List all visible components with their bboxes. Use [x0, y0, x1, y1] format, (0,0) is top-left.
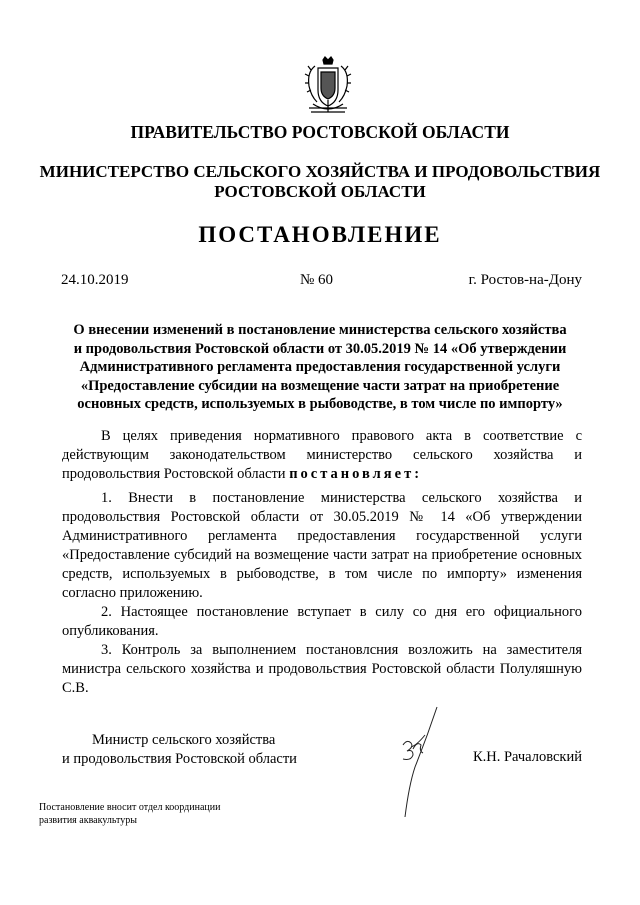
subject-line: «Предоставление субсидии на возмещение части затрат на приобретение [80, 377, 560, 394]
decree-item-2: 2. Настоящее постановление вступает в силу со дня его официального опубликования. [62, 604, 582, 639]
coat-of-arms-icon [303, 56, 353, 118]
signatory-title-line2: и продовольствия Ростовской области [62, 751, 297, 767]
document-city: г. Ростов-на-Дону [468, 272, 582, 288]
decree-item-1: 1. Внести в постановление министерства сельского хозяйства и продовольствия Ростовской области от 30.05.2019 № 14 «Об утверждении Административного регламента предоставления государственной услуги «Предоставление субсидий на возмещение части затрат на приобретение основных средств, используемых в рыбоводстве, в том числе по импорту» изменения согласно приложению. [62, 490, 582, 601]
subject-line: основных средств, используемых в рыбоводстве, в том числе по импорту» [77, 396, 563, 412]
subject-line: и продовольствия Ростовской области от 30.05.2019 № 14 «Об утверждении [73, 340, 567, 357]
preamble-text: В целях приведения нормативного правового акта в соответствие с действующим законодательством министерство сельского хозяйства и продовольствия Ростовской области [62, 428, 582, 482]
ministry-title-line1: МИНИСТЕРСТВО СЕЛЬСКОГО ХОЗЯЙСТВА И ПРОДОВОЛЬСТВИЯ [39, 162, 601, 181]
signatory-title-line1: Министр сельского хозяйства [92, 732, 276, 748]
document-type: ПОСТАНОВЛЕНИЕ [198, 222, 442, 247]
subject-line: Административного регламента предоставления государственной услуги [79, 359, 561, 375]
document-number: № 60 [300, 272, 334, 288]
document-date: 24.10.2019 [61, 272, 129, 288]
footnote-line2: развития аквакультуры [39, 815, 138, 826]
preamble [62, 427, 582, 484]
ministry-title [0, 162, 640, 202]
government-title: ПРАВИТЕЛЬСТВО РОСТОВСКОЙ ОБЛАСТИ [130, 122, 510, 142]
signatory-name: К.Н. Рачаловский [472, 749, 582, 765]
decree-items [62, 489, 582, 698]
resolves-word: постановляет: [289, 466, 423, 482]
footnote-line1: Постановление вносит отдел координации [39, 802, 221, 813]
ministry-title-line2: РОСТОВСКОЙ ОБЛАСТИ [214, 182, 426, 201]
footnote [39, 801, 220, 827]
handwritten-signature-icon [385, 705, 445, 825]
decree-item-3: 3. Контроль за выполнением постановлсния возложить на заместителя министра сельского хозяйства и продовольствия Ростовской области Полуляшную С.В. [62, 642, 582, 696]
subject-line: О внесении изменений в постановление министерства сельского хозяйства [73, 322, 567, 338]
document-subject [62, 321, 578, 414]
signatory-title [62, 731, 297, 769]
